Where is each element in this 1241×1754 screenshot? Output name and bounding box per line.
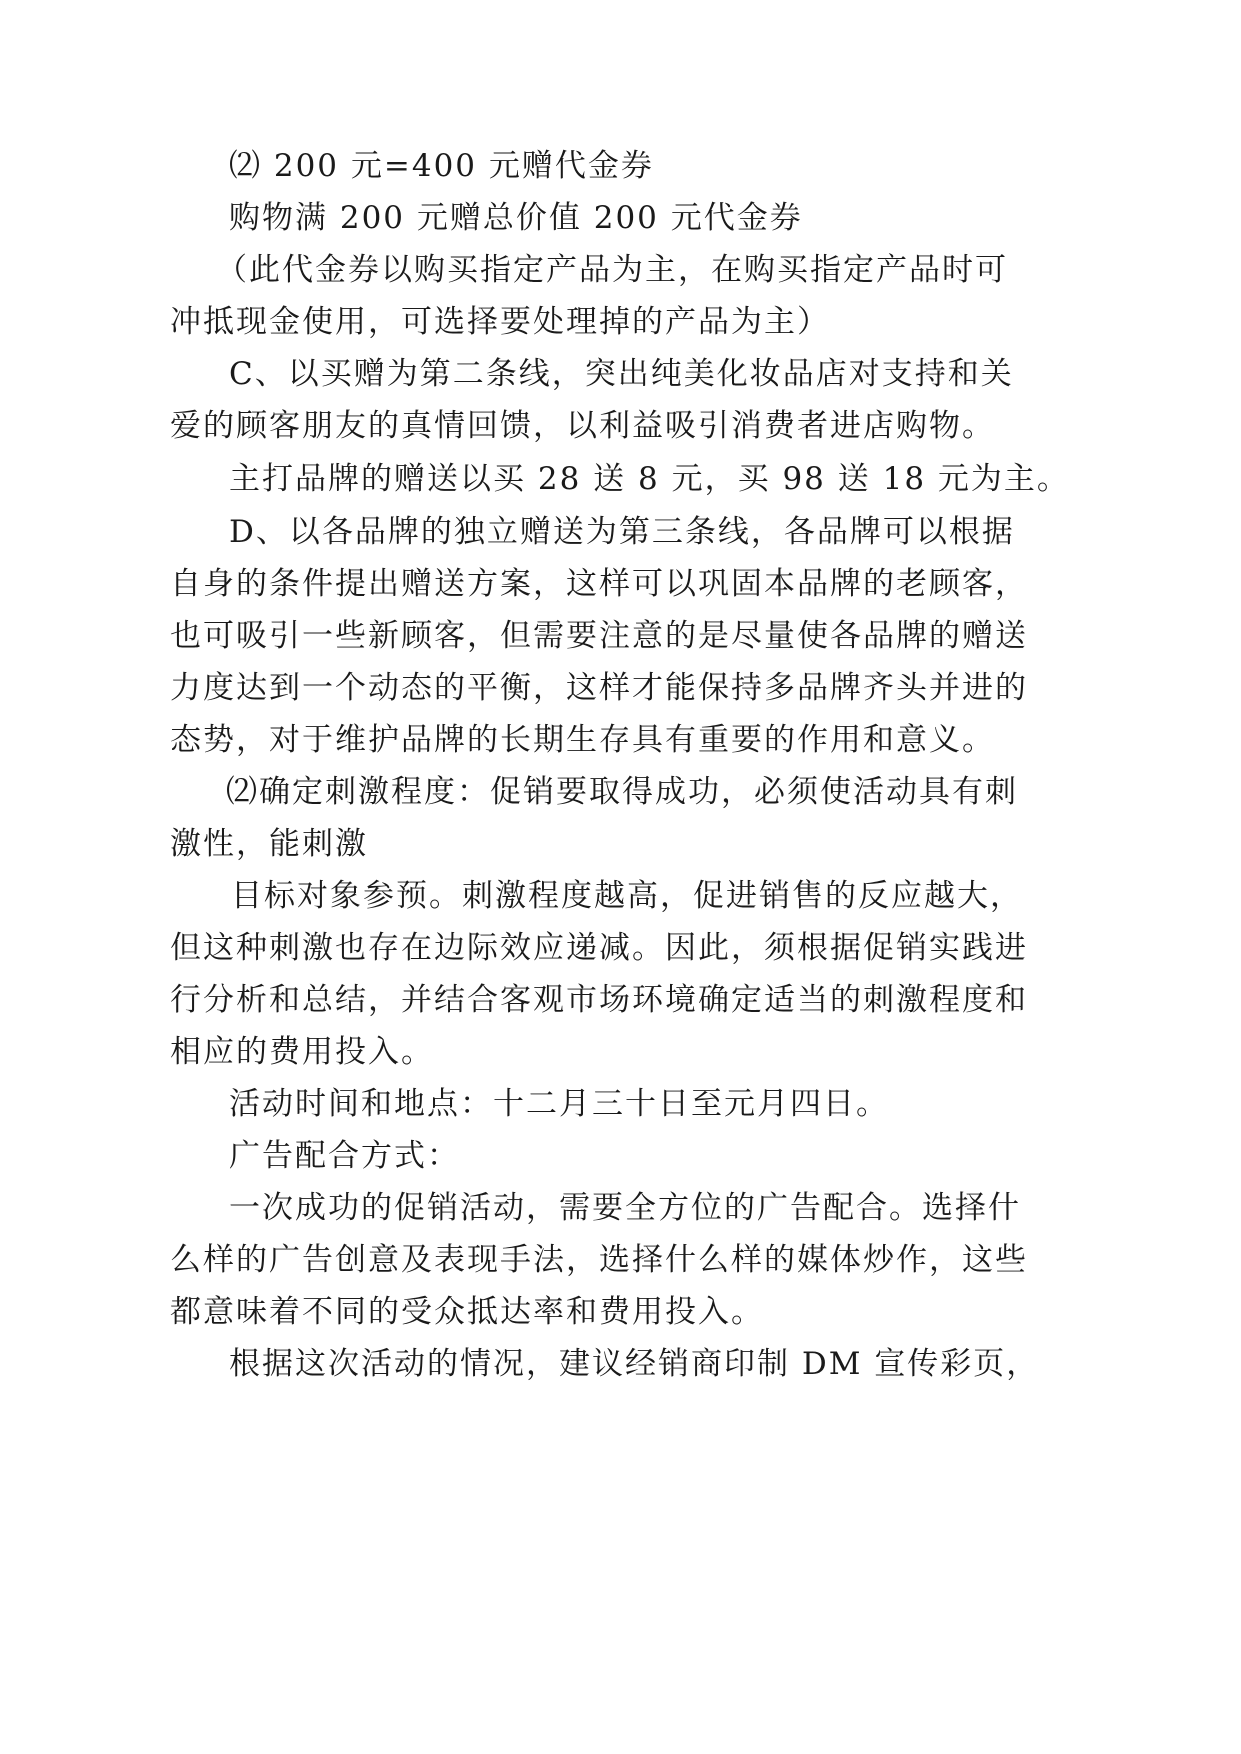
text-line: 根据这次活动的情况，建议经销商印制 DM 宣传彩页， <box>229 1346 1040 1382</box>
text-line: 相应的费用投入。 <box>170 1034 434 1070</box>
text-line: ⑵确定刺激程度：促销要取得成功，必须使活动具有刺 <box>226 774 1018 810</box>
text-line: 冲抵现金使用，可选择要处理掉的产品为主） <box>170 304 830 340</box>
text-line: C、以买赠为第二条线，突出纯美化妆品店对支持和关 <box>229 356 1014 392</box>
text-line: D、以各品牌的独立赠送为第三条线，各品牌可以根据 <box>229 514 1015 550</box>
text-line: 态势，对于维护品牌的长期生存具有重要的作用和意义。 <box>170 722 995 758</box>
text-line: 力度达到一个动态的平衡，这样才能保持多品牌齐头并进的 <box>170 670 1028 706</box>
text-line: 活动时间和地点：十二月三十日至元月四日。 <box>229 1086 889 1122</box>
text-line: 爱的顾客朋友的真情回馈，以利益吸引消费者进店购物。 <box>170 408 995 444</box>
text-line: 目标对象参预。刺激程度越高，促进销售的反应越大， <box>231 878 1023 914</box>
text-line: （此代金券以购买指定产品为主，在购买指定产品时可 <box>216 252 1008 288</box>
text-line: 行分析和总结，并结合客观市场环境确定适当的刺激程度和 <box>170 982 1028 1018</box>
text-line: 也可吸引一些新顾客，但需要注意的是尽量使各品牌的赠送 <box>170 618 1028 654</box>
text-line: 都意味着不同的受众抵达率和费用投入。 <box>170 1294 764 1330</box>
text-line: 主打品牌的赠送以买 28 送 8 元，买 98 送 18 元为主。 <box>229 461 1070 497</box>
text-line: 但这种刺激也存在边际效应递减。因此，须根据促销实践进 <box>170 930 1028 966</box>
text-line: 购物满 200 元赠总价值 200 元代金券 <box>229 200 803 236</box>
text-line: ⑵ 200 元=400 元赠代金券 <box>229 148 654 184</box>
text-line: 一次成功的促销活动，需要全方位的广告配合。选择什 <box>229 1190 1021 1226</box>
text-line: 自身的条件提出赠送方案，这样可以巩固本品牌的老顾客， <box>170 566 1028 602</box>
text-line: 么样的广告创意及表现手法，选择什么样的媒体炒作，这些 <box>170 1242 1028 1278</box>
text-line: 激性，能刺激 <box>170 826 368 862</box>
text-line: 广告配合方式： <box>229 1138 460 1174</box>
